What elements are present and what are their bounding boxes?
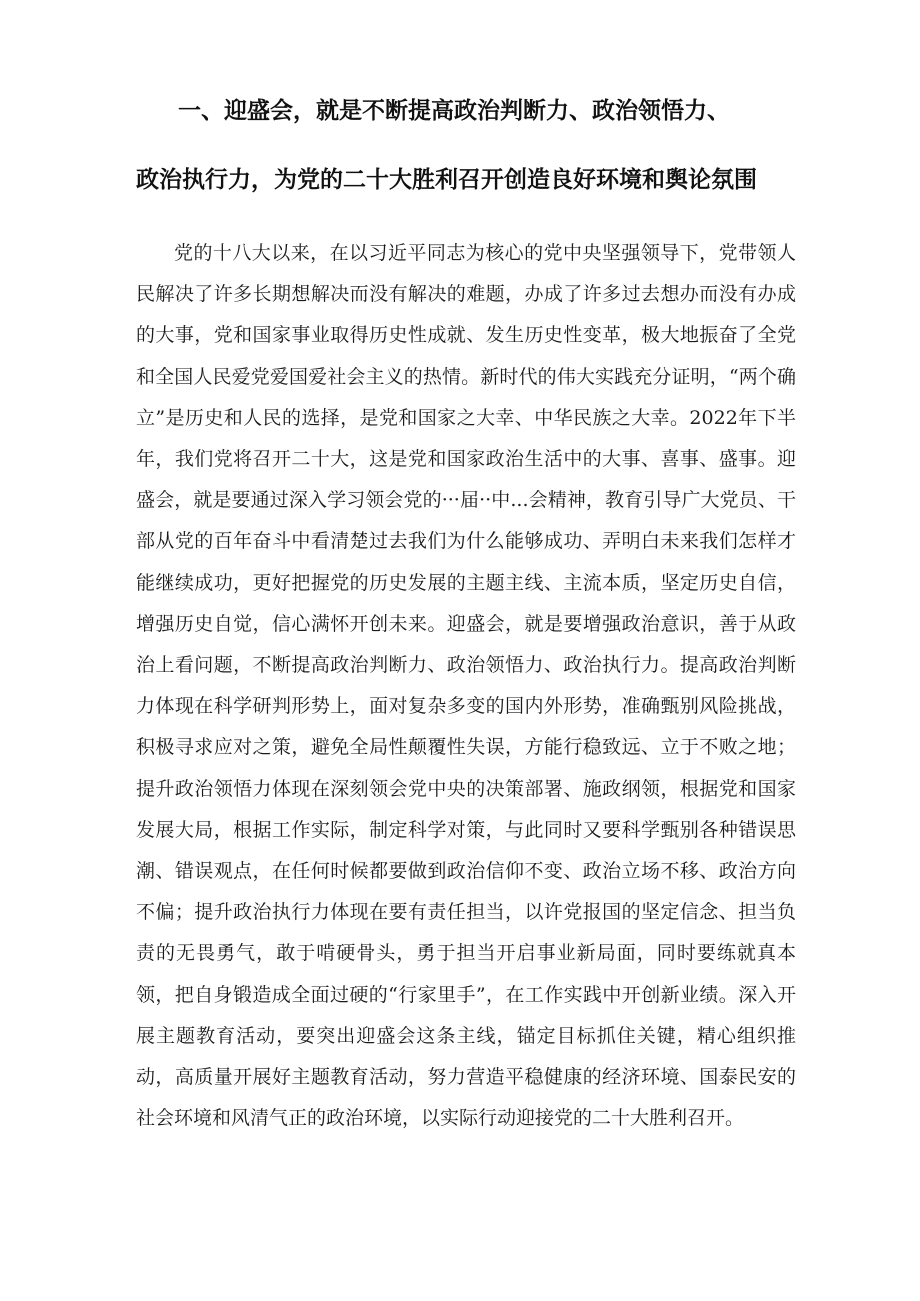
section-heading-line-2: 政治执行力，为党的二十大胜利召开创造良好环境和舆论氛围 bbox=[136, 167, 757, 193]
body-paragraph: 党的十八大以来，在以习近平同志为核心的党中央坚强领导下，党带领人民解决了许多长期想解决而没有解决的难题，办成了许多过去想办而没有办成的大事，党和国家事业取得历史性成就、发生历史性变革，极大地振奋了全党和全国人民爱党爱国爱社会主义的热情。新时代的伟大实践充分证明，“两个确立”是历史和人民的选择，是党和国家之大幸、中华民族之大幸。2022年下半年，我们党将召开二十大，这是党和国家政治生活中的大事、喜事、盛事。迎盛会，就是要通过深入学习领会党的···届··中...会精神，教育引导广大党员、干部从党的百年奋斗中看清楚过去我们为什么能够成功、弄明白未来我们怎样才能继续成功，更好把握党的历史发展的主题主线、主流本质，坚定历史自信，增强历史自觉，信心满怀开创未来。迎盛会，就是要增强政治意识，善于从政治上看问题，不断提高政治判断力、政治领悟力、政治执行力。提高政治判断力体现在科学研判形势上，面对复杂多变的国内外形势，准确甄别风险挑战，积极寻求应对之策，避免全局性颠覆性失误，方能行稳致远、立于不败之地；提升政治领悟力体现在深刻领会党中央的决策部署、施政纲领，根据党和国家发展大局，根据工作实际，制定科学对策，与此同时又要科学甄别各种错误思潮、错误观点，在任何时候都要做到政治信仰不变、政治立场不移、政治方向不偏；提升政治执行力体现在要有责任担当，以许党报国的坚定信念、担当负责的无畏勇气，敢于啃硬骨头，勇于担当开启事业新局面，同时要练就真本领，把自身锻造成全面过硬的“行家里手”，在工作实践中开创新业绩。深入开展主题教育活动，要突出迎盛会这条主线，锚定目标抓住关键，精心组织推动，高质量开展好主题教育活动，努力营造平稳健康的经济环境、国泰民安的社会环境和风清气正的政治环境，以实际行动迎接党的二十大胜利召开。 bbox=[136, 242, 796, 1130]
section-heading-line-1: 一、迎盛会，就是不断提高政治判断力、政治领悟力、 bbox=[178, 98, 730, 124]
